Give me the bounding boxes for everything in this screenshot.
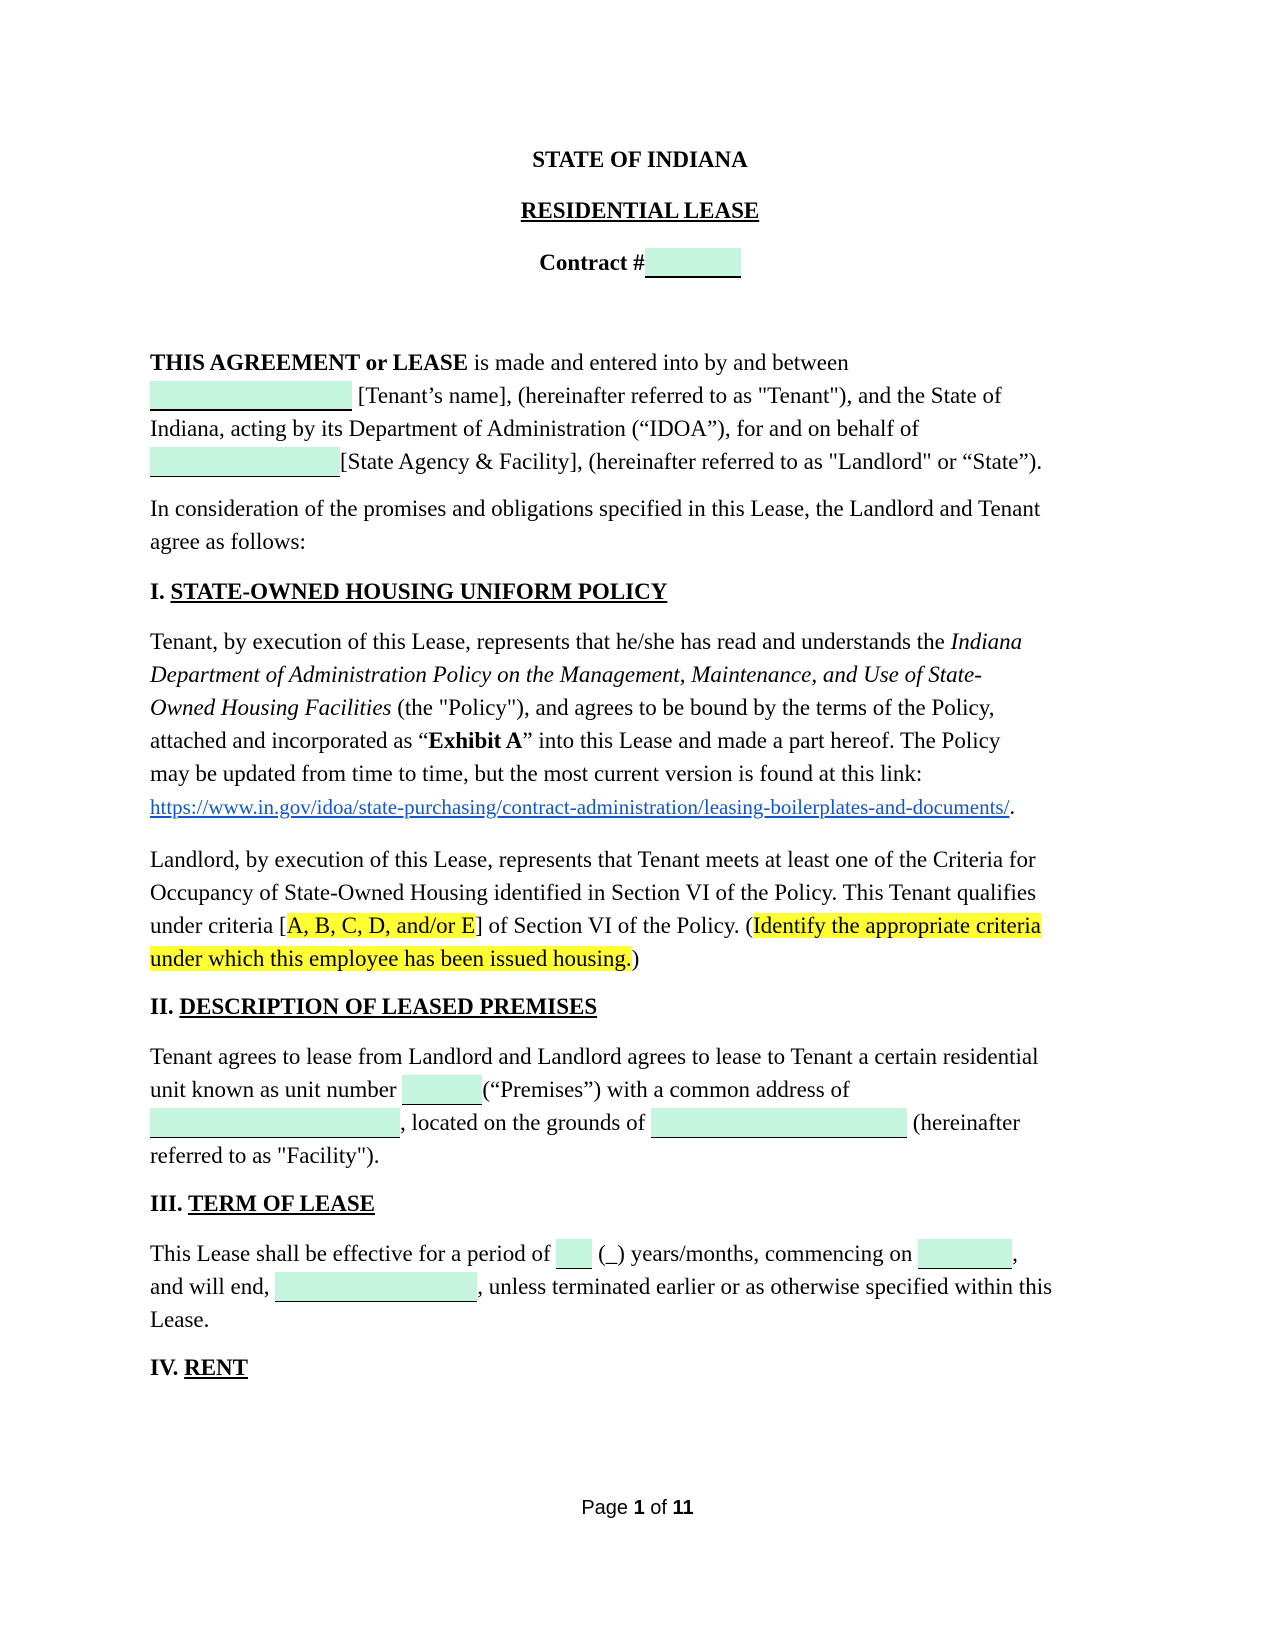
contract-number-line xyxy=(150,248,1130,278)
intro-paragraph: THIS AGREEMENT or LEASE is made and entered into by and between [Tenant’s name], (hereinafter referred to as "Tenant"), and the State of Indiana, acting by its Department of Administration (“IDOA”), for and on behalf of [State Agency & Facility], (hereinafter referred to as "Landlord" or “State”). xyxy=(150,346,1130,478)
facility-grounds-field[interactable] xyxy=(651,1108,907,1138)
section-1-heading: I. STATE-OWNED HOUSING UNIFORM POLICY xyxy=(150,579,668,604)
section-4-heading: IV. RENT xyxy=(150,1355,249,1380)
state-agency-facility-field[interactable] xyxy=(150,447,340,477)
state-heading: STATE OF INDIANA xyxy=(532,147,748,172)
criteria-instruction-highlight-cont: under which this employee has been issued housing. xyxy=(150,946,632,971)
criteria-options-highlight[interactable]: A, B, C, D, and/or E xyxy=(286,913,476,938)
commencement-date-field[interactable] xyxy=(918,1239,1012,1269)
page-footer: Page 1 of 11 xyxy=(581,1497,694,1519)
contract-label: Contract # xyxy=(539,250,645,275)
agreement-lead: THIS AGREEMENT or LEASE xyxy=(150,350,469,375)
term-paragraph: This Lease shall be effective for a period of (_) years/months, commencing on , and will end, , unless terminated earlier or as otherwise specified within this Lease. xyxy=(150,1241,1053,1332)
end-date-field[interactable] xyxy=(275,1272,477,1302)
contract-number-field[interactable] xyxy=(645,248,741,278)
document-title xyxy=(150,197,1130,225)
criteria-instruction-highlight: Identify the appropriate criteria xyxy=(753,913,1041,938)
page-number: 1 xyxy=(633,1497,645,1519)
section-3-heading: III. TERM OF LEASE xyxy=(150,1191,375,1216)
page-total: 11 xyxy=(672,1497,694,1519)
section-2-heading: II. DESCRIPTION OF LEASED PREMISES xyxy=(150,994,598,1019)
document-title-text: RESIDENTIAL LEASE xyxy=(520,198,760,223)
common-address-field[interactable] xyxy=(150,1108,400,1138)
lease-period-field[interactable] xyxy=(556,1239,592,1269)
premises-paragraph: Tenant agrees to lease from Landlord and Landlord agrees to lease to Tenant a certain residential unit known as unit number (“Premises”) with a common address of , located on the grounds of (hereinafter referred to as "Facility"). xyxy=(150,1044,1039,1168)
policy-link[interactable]: https://www.in.gov/idoa/state-purchasing/contract-administration/leasing-boilerplates-and-documents/ xyxy=(150,795,1010,819)
tenant-name-field[interactable] xyxy=(150,381,352,411)
policy-paragraph: Tenant, by execution of this Lease, represents that he/she has read and understands the Indiana Department of Administration Policy on the Management, Maintenance, and Use of State- Owned Housing Facilities (the "Policy"), and agrees to be bound by the terms of the Policy, attached and incorporated as “Exhibit A” into this Lease and made a part hereof. The Policy may be updated from time to time, but the most current version is found at this link: https://www.in.gov/idoa/state-purchasing/contract-administration/leasing-boilerplates-and-documents/. xyxy=(150,629,1023,819)
consideration-paragraph: In consideration of the promises and obligations specified in this Lease, the Landlord and Tenant agree as follows: xyxy=(150,496,1041,554)
criteria-paragraph: Landlord, by execution of this Lease, represents that Tenant meets at least one of the Criteria for Occupancy of State-Owned Housing identified in Section VI of the Policy. This Tenant qualifies under criteria [A, B, C, D, and/or E] of Section VI of the Policy. (Identify the appropriate criteria under which this employee has been issued housing.) xyxy=(150,847,1041,971)
unit-number-field[interactable] xyxy=(402,1075,482,1105)
